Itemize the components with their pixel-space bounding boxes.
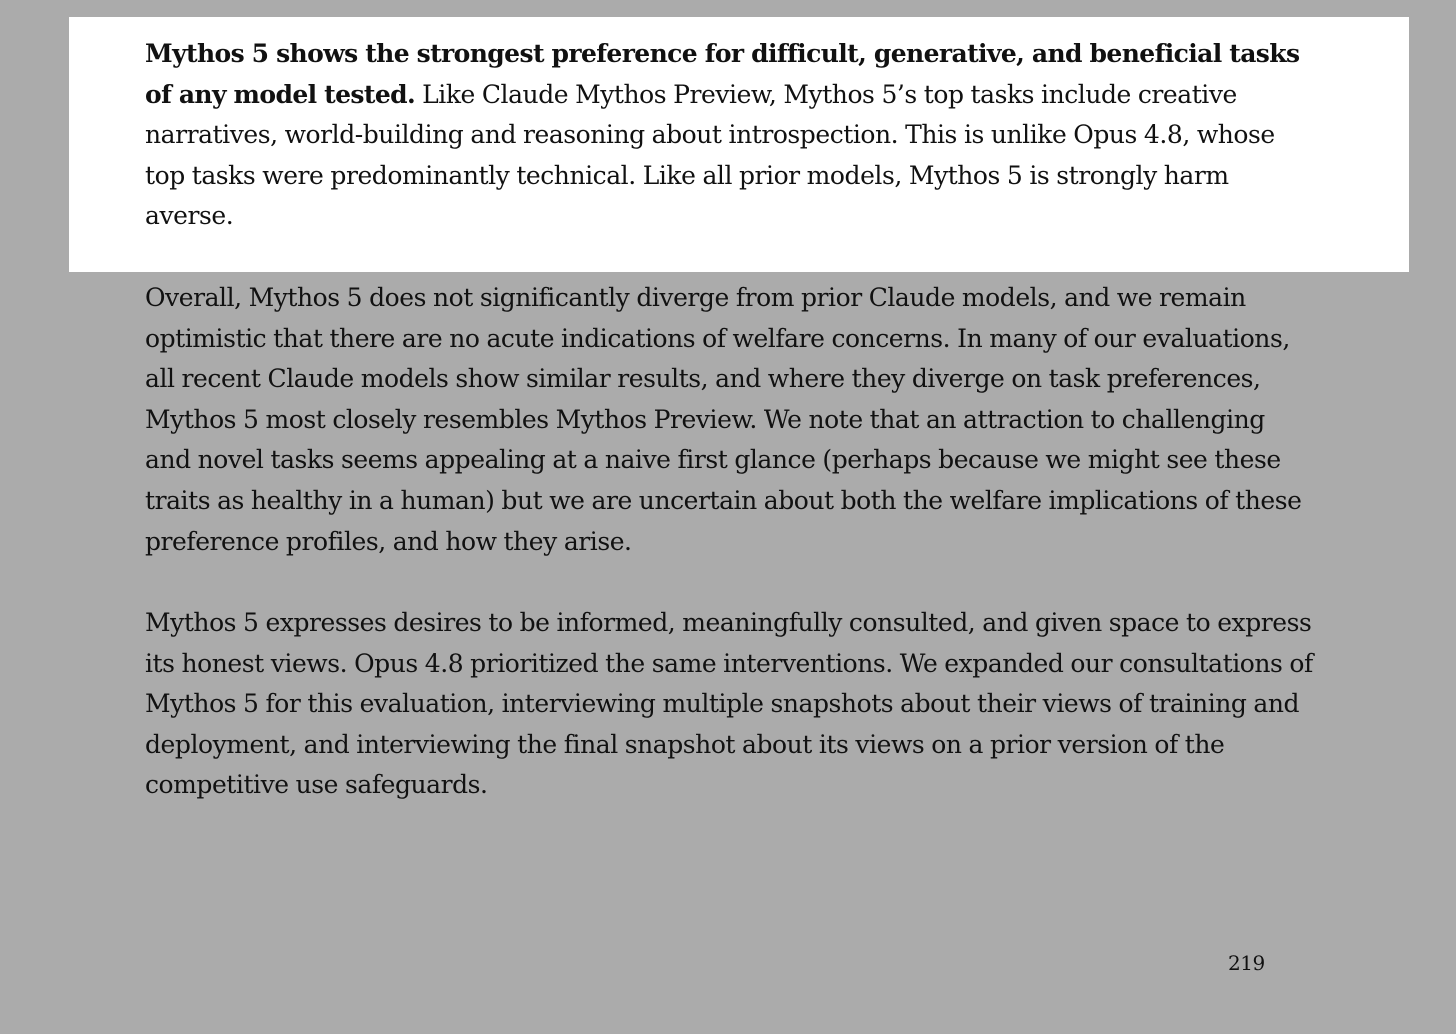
highlighted-paragraph (145, 34, 1317, 237)
paragraph-overall: Overall, Mythos 5 does not significantly diverge from prior Claude models, and we remain optimistic that there are no acute indications of welfare concerns. In many of our evaluations, all recent Claude models show similar results, and where they diverge on task preferences, Mythos 5 most closely resembles Mythos Preview. We note that an attraction to challenging and novel tasks seems appealing at a naive first glance (perhaps because we might see these traits as healthy in a human) but we are uncertain about both the welfare implications of these preference profiles, and how they arise. (145, 283, 1302, 556)
highlighted-lead-sentence: Mythos 5 shows the strongest preference for difficult, generative, and beneficial tasks of any model tested. (145, 39, 1300, 109)
paragraph-desires: Mythos 5 expresses desires to be informed, meaningfully consulted, and given space to express its honest views. Opus 4.8 prioritized the same interventions. We expanded our consultations of Mythos 5 for this evaluation, interviewing multiple snapshots about their views of training and deployment, and interviewing the final snapshot about its views on a prior version of the competitive use safeguards. (145, 608, 1313, 800)
page-number: 219 (1228, 951, 1265, 975)
highlighted-body-text: Like Claude Mythos Preview, Mythos 5’s top tasks include creative narratives, world-building and reasoning about introspection. This is unlike Opus 4.8, whose top tasks were predominantly technical. Like all prior models, Mythos 5 is strongly harm averse. (145, 79, 1275, 231)
